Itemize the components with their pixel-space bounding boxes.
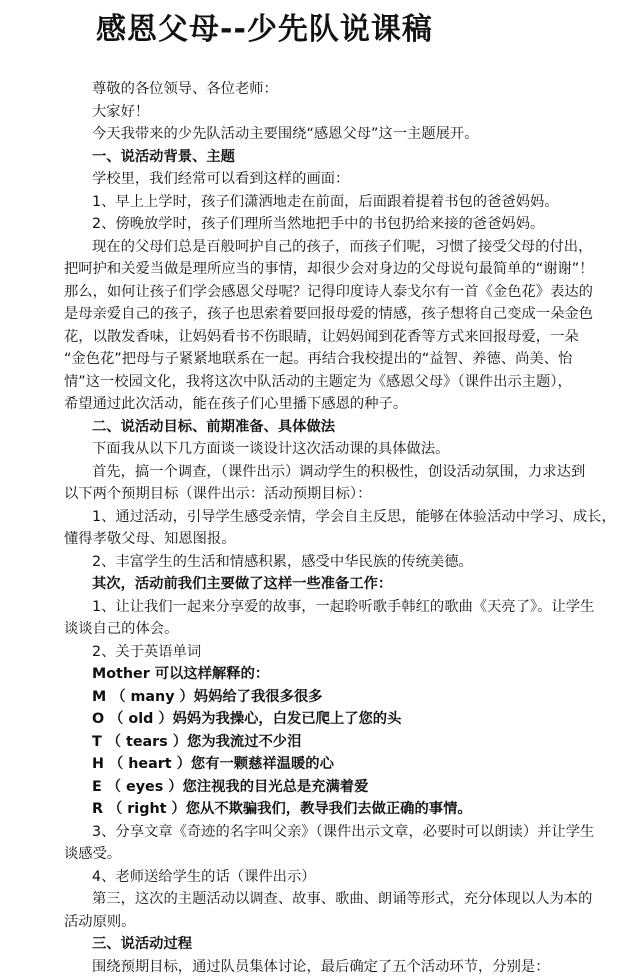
list-item: 1、早上上学时，孩子们潇洒地走在前面，后面跟着提着书包的爸爸妈妈。 — [92, 193, 559, 210]
acrostic-line: T （ tears ）您为我流过不少泪 — [92, 733, 302, 750]
acrostic-line: O （ old ）妈妈为我操心，白发已爬上了您的头 — [92, 711, 402, 727]
list-item: 1、让让我们一起来分享爱的故事，一起聆听歌手韩红的歌曲《天亮了》。让学生 — [92, 598, 595, 615]
paragraph-line: “金色花”把母与子紧紧地联系在一起。再结合我校提出的“益智、养德、尚美、怡 — [64, 351, 573, 367]
section-heading-2: 二、说活动目标、前期准备、具体做法 — [92, 418, 336, 435]
paragraph-line: 花，以散发香味，让妈妈看书不伤眼睛，让妈妈闻到花香等方式来回报母爱，一朵 — [64, 328, 579, 345]
list-item: 2、丰富学生的生活和情感积累，感受中华民族的传统美德。 — [92, 553, 473, 570]
acrostic-line: E （ eyes ）您注视我的目光总是充满着爱 — [92, 778, 369, 795]
list-item: 3、分享文章《奇迹的名字叫父亲》（课件出示文章，必要时可以朗读）并让学生 — [92, 823, 595, 840]
paragraph-line: 情”这一校园文化，我将这次中队活动的主题定为《感恩父母》（课件出示主题）， — [64, 373, 572, 390]
paragraph-line: 第三，这次的主题活动以调查、故事、歌曲、朗诵等形式，充分体现以人为本的 — [92, 891, 593, 907]
paragraph-line: 希望通过此次活动，能在孩子们心里播下感恩的种子。 — [64, 396, 408, 412]
list-item-continuation: 谈感受。 — [64, 846, 122, 862]
salutation-line: 尊敬的各位领导、各位老师： — [92, 81, 278, 97]
subheading-preparation: 其次，活动前我们主要做了这样一些准备工作： — [92, 576, 393, 592]
intro-line: 今天我带来的少先队活动主要围绕“感恩父母”这一主题展开。 — [92, 126, 479, 142]
paragraph-line: 以下两个预期目标（课件出示：活动预期目标）： — [64, 486, 372, 502]
acrostic-line: M （ many ）妈妈给了我很多很多 — [92, 688, 323, 705]
paragraph-line: 下面我从以下几方面谈一谈设计这次活动课的具体做法。 — [92, 441, 450, 457]
section-heading-3: 三、说活动过程 — [92, 936, 193, 952]
document-title: 感恩父母--少先队说课稿 — [96, 12, 433, 47]
mother-acrostic-heading: Mother 可以这样解释的： — [92, 666, 270, 682]
paragraph-line: 是母亲爱自己的孩子，孩子也思索着要回报母爱的情感，孩子想将自己变成一朵金色 — [64, 306, 593, 322]
list-item: 2、傍晚放学时，孩子们理所当然地把手中的书包扔给来接的爸爸妈妈。 — [92, 216, 545, 232]
greeting-line: 大家好！ — [92, 103, 150, 120]
paragraph-line: 学校里，我们经常可以看到这样的画面： — [92, 171, 350, 187]
acrostic-line: R （ right ）您从不欺骗我们，教导我们去做正确的事情。 — [92, 801, 472, 817]
document-body — [64, 78, 622, 978]
list-item-continuation: 谈谈自己的体会。 — [64, 621, 179, 637]
paragraph-line: 把呵护和关爱当做是理所应当的事情，却很少会对身边的父母说句最简单的“谢谢”！ — [64, 261, 594, 277]
paragraph-line: 那么，如何让孩子们学会感恩父母呢？记得印度诗人泰戈尔有一首《金色花》表达的 — [64, 283, 593, 300]
paragraph-line: 活动原则。 — [64, 913, 136, 930]
paragraph-line: 现在的父母们总是百般呵护自己的孩子，而孩子们呢，习惯了接受父母的付出， — [92, 238, 593, 255]
paragraph-line: 首先，搞一个调查，（课件出示）调动学生的积极性，创设活动氛围，力求达到 — [92, 463, 586, 480]
list-item: 2、关于英语单词 — [92, 643, 202, 660]
paragraph-line: 围绕预期目标，通过队员集体讨论，最后确定了五个活动环节，分别是： — [92, 958, 550, 975]
section-heading-1: 一、说活动背景、主题 — [92, 148, 235, 165]
list-item: 1、通过活动，引导学生感受亲情，学会自主反思，能够在体验活动中学习、成长， — [92, 508, 616, 525]
acrostic-line: H （ heart ）您有一颗慈祥温暖的心 — [92, 756, 334, 772]
list-item: 4、老师送给学生的话（课件出示） — [92, 868, 316, 885]
list-item-continuation: 懂得孝敬父母、知恩图报。 — [64, 531, 236, 547]
